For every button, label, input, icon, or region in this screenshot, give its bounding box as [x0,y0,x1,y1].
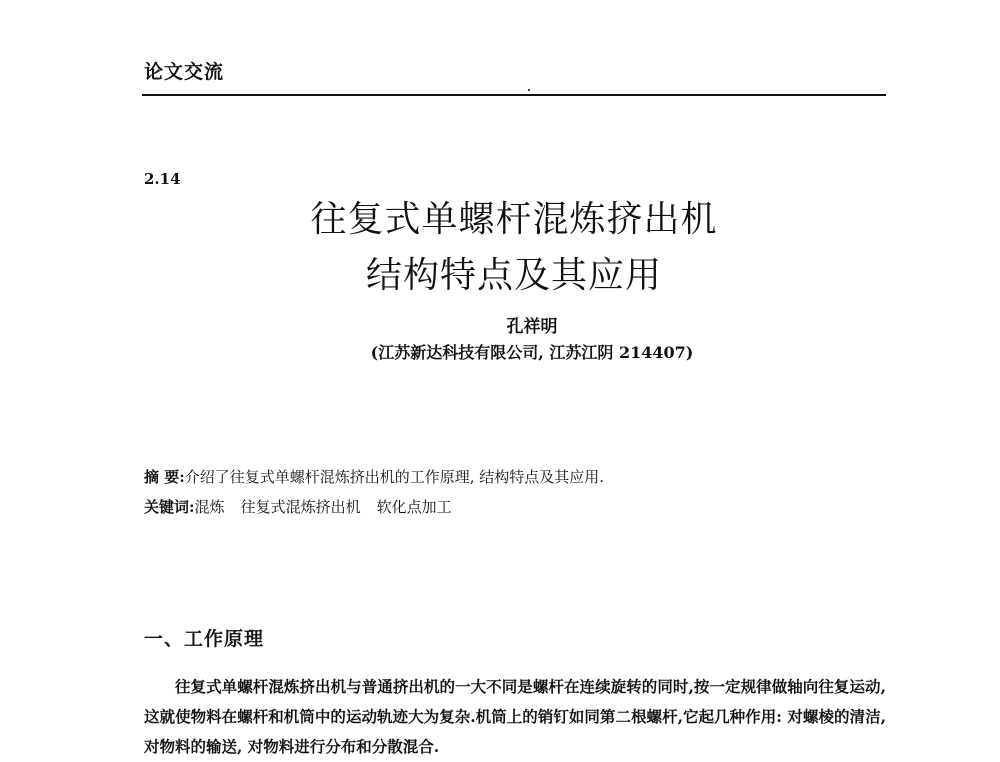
keywords-line [144,492,604,522]
keyword: 混炼 [194,498,225,516]
abstract-label: 摘 要: [144,468,185,486]
section-body [144,672,886,762]
keywords-label: 关键词: [144,498,195,516]
header-dot [528,89,530,91]
header-rule [142,94,886,96]
abstract-text: 介绍了往复式单螺杆混炼挤出机的工作原理, 结构特点及其应用. [184,468,605,486]
paper-number: 2.14 [144,170,181,188]
author-name: 孔祥明 [506,317,558,337]
section-heading: 一、工作原理 [144,628,265,650]
paper-title [0,192,1000,304]
keyword: 往复式混炼挤出机 [240,498,361,516]
keyword: 软化点加工 [376,498,452,516]
journal-section-title: 论文交流 [144,61,225,83]
abstract-keywords-block [144,462,604,522]
title-line-1: 往复式单螺杆混炼挤出机 [310,199,718,240]
title-line-2: 结构特点及其应用 [365,255,662,296]
body-paragraph: 往复式单螺杆混炼挤出机与普通挤出机的一大不同是螺杆在连续旋转的同时,按一定规律做轴向往复运动,这就使物料在螺杆和机筒中的运动轨迹大为复杂.机筒上的销钉如同第二根螺杆,它起几种作用: 对螺棱的清洁, 对物料的输送, 对物料进行分布和分散混合. [144,677,886,756]
running-header [142,58,886,86]
author-affiliation: (江苏新达科技有限公司, 江苏江阴 214407) [370,343,694,362]
abstract-line [144,462,604,492]
